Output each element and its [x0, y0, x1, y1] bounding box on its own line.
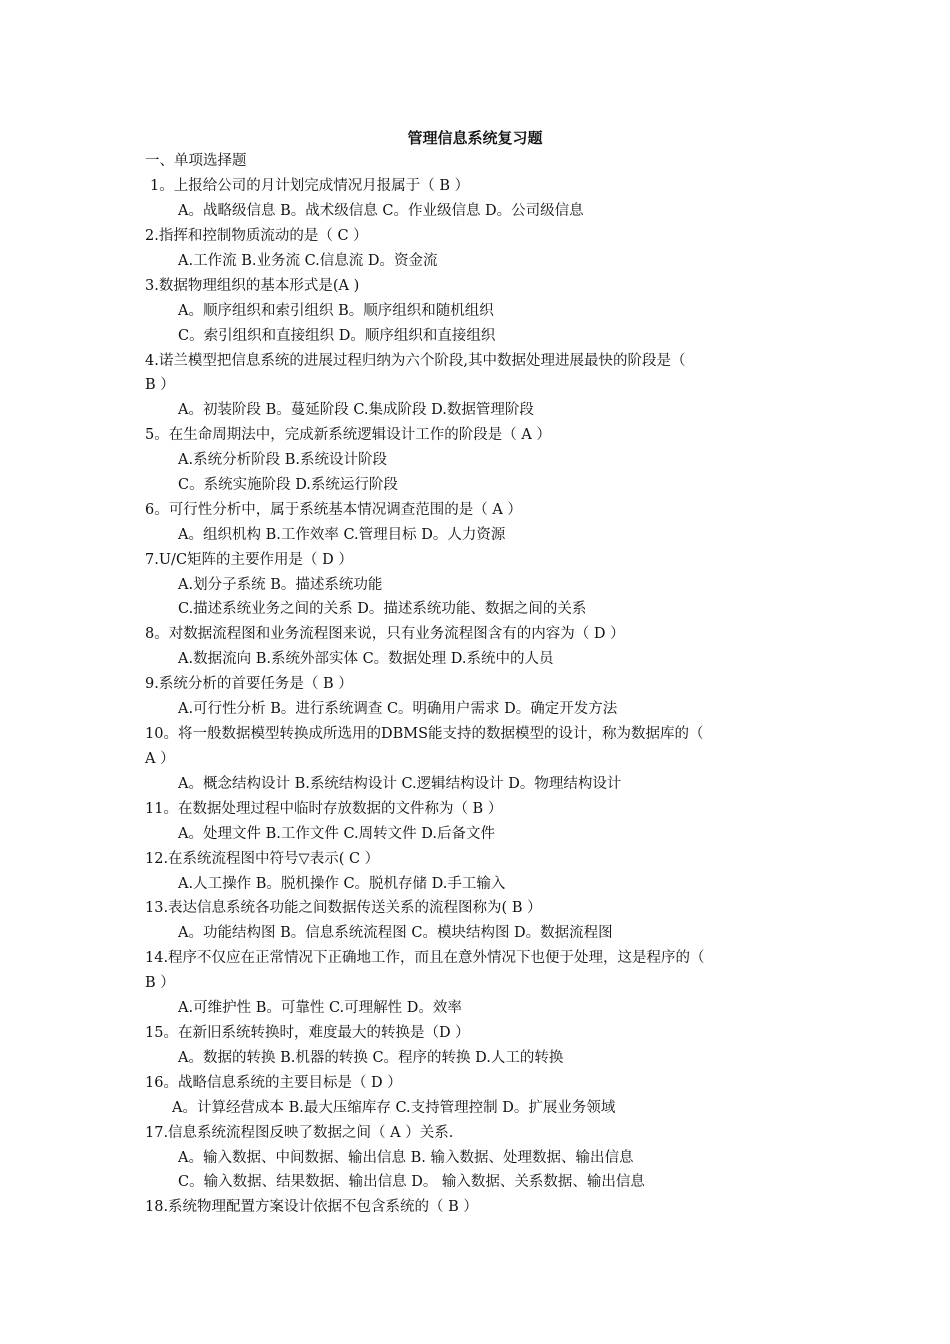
options-9: A.可行性分析 B。进行系统调查 C。明确用户需求 D。确定开发方法 [178, 701, 618, 717]
question-4-answer: B ） [145, 377, 175, 393]
options-16: A。计算经营成本 B.最大压缩库存 C.支持管理控制 D。扩展业务领域 [172, 1100, 616, 1116]
question-10: 10。将一般数据模型转换成所选用的DBMS能支持的数据模型的设计，称为数据库的（ [145, 726, 704, 742]
options-3b: C。索引组织和直接组织 D。顺序组织和直接组织 [178, 328, 496, 344]
options-17b: C。输入数据、结果数据、输出信息 D。 输入数据、关系数据、输出信息 [178, 1174, 645, 1190]
options-11: A。处理文件 B.工作文件 C.周转文件 D.后备文件 [178, 826, 495, 842]
page-title: 管理信息系统复习题 [407, 129, 543, 147]
question-17: 17.信息系统流程图反映了数据之间（ A ）关系. [145, 1125, 454, 1141]
options-4: A。初装阶段 B。蔓延阶段 C.集成阶段 D.数据管理阶段 [178, 402, 534, 418]
question-9: 9.系统分析的首要任务是（ B ） [145, 676, 353, 692]
options-2: A.工作流 B.业务流 C.信息流 D。资金流 [178, 253, 438, 269]
question-6: 6。可行性分析中，属于系统基本情况调查范围的是（ A ） [145, 502, 522, 518]
options-14: A.可维护性 B。可靠性 C.可理解性 D。效率 [178, 1000, 462, 1016]
question-13: 13.表达信息系统各功能之间数据传送关系的流程图称为( B ） [145, 900, 542, 916]
question-18: 18.系统物理配置方案设计依据不包含系统的（ B ） [145, 1199, 478, 1215]
options-17a: A。输入数据、中间数据、输出信息 B. 输入数据、处理数据、输出信息 [178, 1150, 634, 1166]
options-15: A。数据的转换 B.机器的转换 C。程序的转换 D.人工的转换 [178, 1050, 564, 1066]
options-5a: A.系统分析阶段 B.系统设计阶段 [178, 452, 387, 468]
question-8: 8。对数据流程图和业务流程图来说，只有业务流程图含有的内容为（ D ） [145, 626, 625, 642]
options-7b: C.描述系统业务之间的关系 D。描述系统功能、数据之间的关系 [178, 601, 587, 617]
question-14: 14.程序不仅应在正常情况下正确地工作，而且在意外情况下也便于处理，这是程序的（ [145, 950, 705, 966]
question-7: 7.U/C矩阵的主要作用是（ D ） [145, 552, 353, 568]
options-8: A.数据流向 B.系统外部实体 C。数据处理 D.系统中的人员 [178, 651, 554, 667]
options-5b: C。系统实施阶段 D.系统运行阶段 [178, 477, 398, 493]
options-10: A。概念结构设计 B.系统结构设计 C.逻辑结构设计 D。物理结构设计 [178, 776, 622, 792]
question-3: 3.数据物理组织的基本形式是(A ) [145, 278, 360, 294]
question-1: 1。上报给公司的月计划完成情况月报属于（ B ） [150, 178, 470, 194]
options-12: A.人工操作 B。脱机操作 C。脱机存储 D.手工输入 [178, 876, 506, 892]
question-12: 12.在系统流程图中符号▽表示( C ） [145, 851, 380, 867]
options-13: A。功能结构图 B。信息系统流程图 C。模块结构图 D。数据流程图 [178, 925, 613, 941]
options-1: A。战略级信息 B。战术级信息 C。作业级信息 D。公司级信息 [178, 203, 584, 219]
question-5: 5。在生命周期法中，完成新系统逻辑设计工作的阶段是（ A ） [145, 427, 551, 443]
question-2: 2.指挥和控制物质流动的是（ C ） [145, 228, 368, 244]
question-11: 11。在数据处理过程中临时存放数据的文件称为（ B ） [145, 801, 503, 817]
question-4: 4.诺兰模型把信息系统的进展过程归纳为六个阶段,其中数据处理进展最快的阶段是（ [145, 353, 686, 369]
options-3a: A。顺序组织和索引组织 B。顺序组织和随机组织 [178, 303, 494, 319]
section-heading: 一、单项选择题 [145, 153, 247, 169]
options-6: A。组织机构 B.工作效率 C.管理目标 D。人力资源 [178, 527, 506, 543]
question-14-answer: B ） [145, 975, 175, 991]
question-15: 15。在新旧系统转换时，难度最大的转换是（D ） [145, 1025, 470, 1041]
question-16: 16。战略信息系统的主要目标是（ D ） [145, 1075, 402, 1091]
options-7a: A.划分子系统 B。描述系统功能 [178, 577, 383, 593]
question-10-answer: A ） [145, 751, 175, 767]
